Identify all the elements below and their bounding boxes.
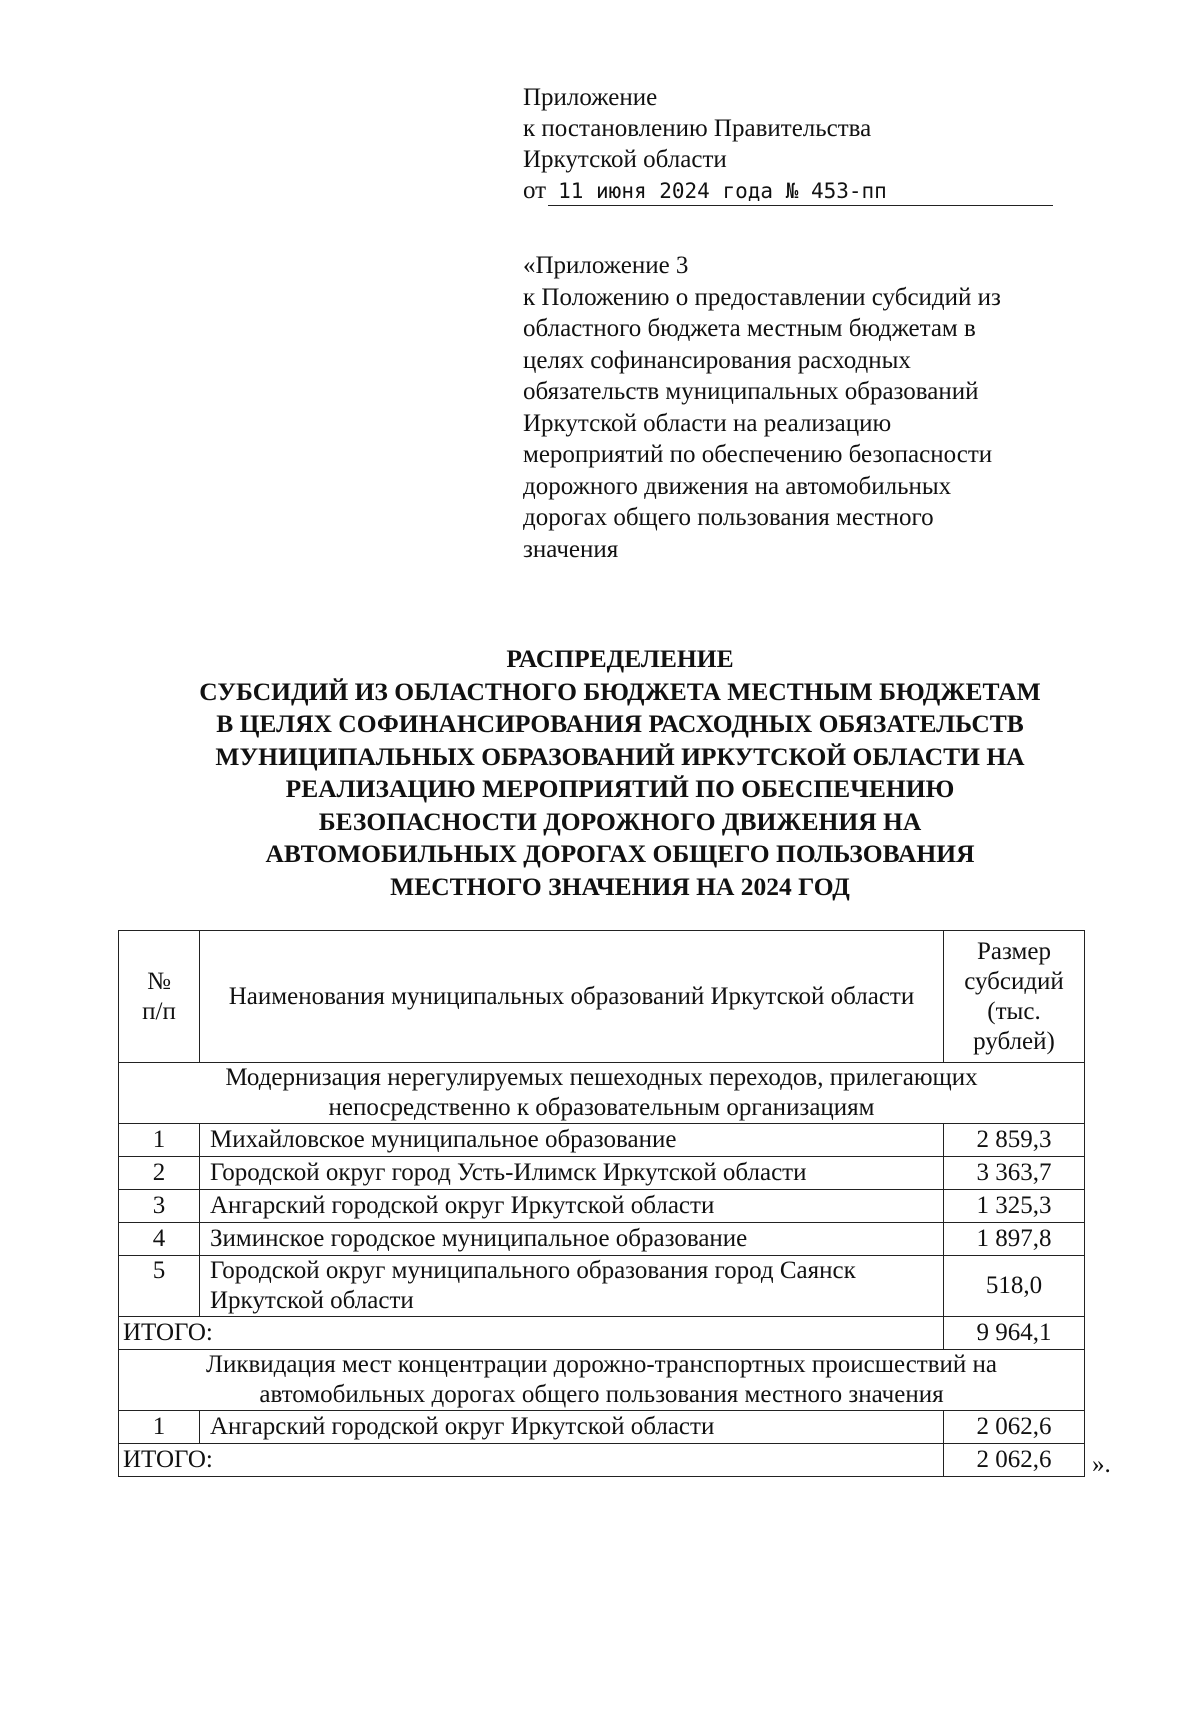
total-amount: 9 964,1 bbox=[944, 1317, 1085, 1350]
header-num bbox=[119, 931, 200, 1063]
header-num-label: п/п bbox=[142, 997, 176, 1025]
row-num: 1 bbox=[119, 1411, 200, 1444]
header-amount: Размер субсидий (тыс. рублей) bbox=[944, 931, 1085, 1063]
header-line: Приложение bbox=[523, 84, 658, 111]
header-line: к постановлению Правительства bbox=[523, 115, 872, 142]
header-line: Иркутской области bbox=[523, 146, 727, 173]
decree-date: 11 июня 2024 года № 453-пп bbox=[548, 177, 1053, 206]
row-amount: 3 363,7 bbox=[944, 1157, 1085, 1190]
decree-date-line bbox=[523, 175, 1053, 206]
table-row bbox=[119, 1223, 1085, 1256]
table-row bbox=[119, 1157, 1085, 1190]
annex-reference bbox=[523, 250, 1088, 565]
table-row bbox=[119, 1190, 1085, 1223]
total-label: ИТОГО: bbox=[119, 1317, 944, 1350]
annex-line: мероприятий по обеспечению безопасности bbox=[523, 441, 993, 468]
row-num: 3 bbox=[119, 1190, 200, 1223]
row-amount: 1 897,8 bbox=[944, 1223, 1085, 1256]
annex-line: областного бюджета местным бюджетам в bbox=[523, 315, 976, 342]
title-line: РАСПРЕДЕЛЕНИЕ bbox=[506, 644, 734, 673]
annex-line: значения bbox=[523, 535, 619, 563]
total-row bbox=[119, 1444, 1085, 1477]
title-line: МУНИЦИПАЛЬНЫХ ОБРАЗОВАНИЙ ИРКУТСКОЙ ОБЛАСТИ НА bbox=[215, 741, 1025, 771]
annex-line: целях софинансирования расходных bbox=[523, 346, 911, 374]
subsidy-table bbox=[118, 930, 1085, 1477]
annex-line: обязательств муниципальных образований bbox=[523, 378, 979, 405]
title-line: РЕАЛИЗАЦИЮ МЕРОПРИЯТИЙ ПО ОБЕСПЕЧЕНИЮ bbox=[285, 774, 955, 803]
row-num: 1 bbox=[119, 1124, 200, 1157]
row-name: Ангарский городской округ Иркутской области bbox=[200, 1411, 944, 1444]
row-num: 5 bbox=[119, 1256, 200, 1317]
section-title-row bbox=[119, 1063, 1085, 1124]
table-header-row bbox=[119, 931, 1085, 1063]
total-amount: 2 062,6 bbox=[944, 1444, 1085, 1477]
section-title: Модернизация нерегулируемых пешеходных переходов, прилегающих непосредственно к образовательным организациям bbox=[119, 1063, 1085, 1124]
row-amount: 2 062,6 bbox=[944, 1411, 1085, 1444]
total-row bbox=[119, 1317, 1085, 1350]
title-line: СУБСИДИЙ ИЗ ОБЛАСТНОГО БЮДЖЕТА МЕСТНЫМ БЮДЖЕТАМ bbox=[199, 676, 1041, 706]
row-name: Ангарский городской округ Иркутской области bbox=[200, 1190, 944, 1223]
row-name: Городской округ город Усть-Илимск Иркутской области bbox=[200, 1157, 944, 1190]
title-line: В ЦЕЛЯХ СОФИНАНСИРОВАНИЯ РАСХОДНЫХ ОБЯЗАТЕЛЬСТВ bbox=[216, 709, 1024, 738]
row-amount: 1 325,3 bbox=[944, 1190, 1085, 1223]
section-title: Ликвидация мест концентрации дорожно-транспортных происшествий на автомобильных дорогах общего пользования местного значения bbox=[119, 1350, 1085, 1411]
approval-header bbox=[523, 82, 1053, 206]
row-name: Михайловское муниципальное образование bbox=[200, 1124, 944, 1157]
annex-line: дорогах общего пользования местного bbox=[523, 504, 934, 531]
annex-line: дорожного движения на автомобильных bbox=[523, 472, 952, 500]
header-num-symbol: № bbox=[147, 967, 171, 995]
title-line: БЕЗОПАСНОСТИ ДОРОЖНОГО ДВИЖЕНИЯ НА bbox=[318, 806, 922, 836]
annex-heading: «Приложение 3 bbox=[523, 252, 689, 279]
table-row bbox=[119, 1124, 1085, 1157]
table-row bbox=[119, 1411, 1085, 1444]
row-name: Городской округ муниципального образования город Саянск Иркутской области bbox=[200, 1256, 944, 1317]
document-title bbox=[120, 643, 1120, 903]
date-prefix: от bbox=[523, 177, 547, 204]
row-amount: 2 859,3 bbox=[944, 1124, 1085, 1157]
title-line: АВТОМОБИЛЬНЫХ ДОРОГАХ ОБЩЕГО ПОЛЬЗОВАНИЯ bbox=[265, 839, 975, 868]
row-num: 2 bbox=[119, 1157, 200, 1190]
total-label: ИТОГО: bbox=[119, 1444, 944, 1477]
annex-line: к Положению о предоставлении субсидий из bbox=[523, 283, 1001, 311]
title-line: МЕСТНОГО ЗНАЧЕНИЯ НА 2024 ГОД bbox=[390, 871, 850, 901]
row-amount: 518,0 bbox=[944, 1256, 1085, 1317]
row-name: Зиминское городское муниципальное образование bbox=[200, 1223, 944, 1256]
header-name: Наименования муниципальных образований Иркутской области bbox=[200, 931, 944, 1063]
row-num: 4 bbox=[119, 1223, 200, 1256]
section-title-row bbox=[119, 1350, 1085, 1411]
table-row bbox=[119, 1256, 1085, 1317]
annex-line: Иркутской области на реализацию bbox=[523, 409, 892, 437]
closing-quote: ». bbox=[1092, 1451, 1111, 1478]
